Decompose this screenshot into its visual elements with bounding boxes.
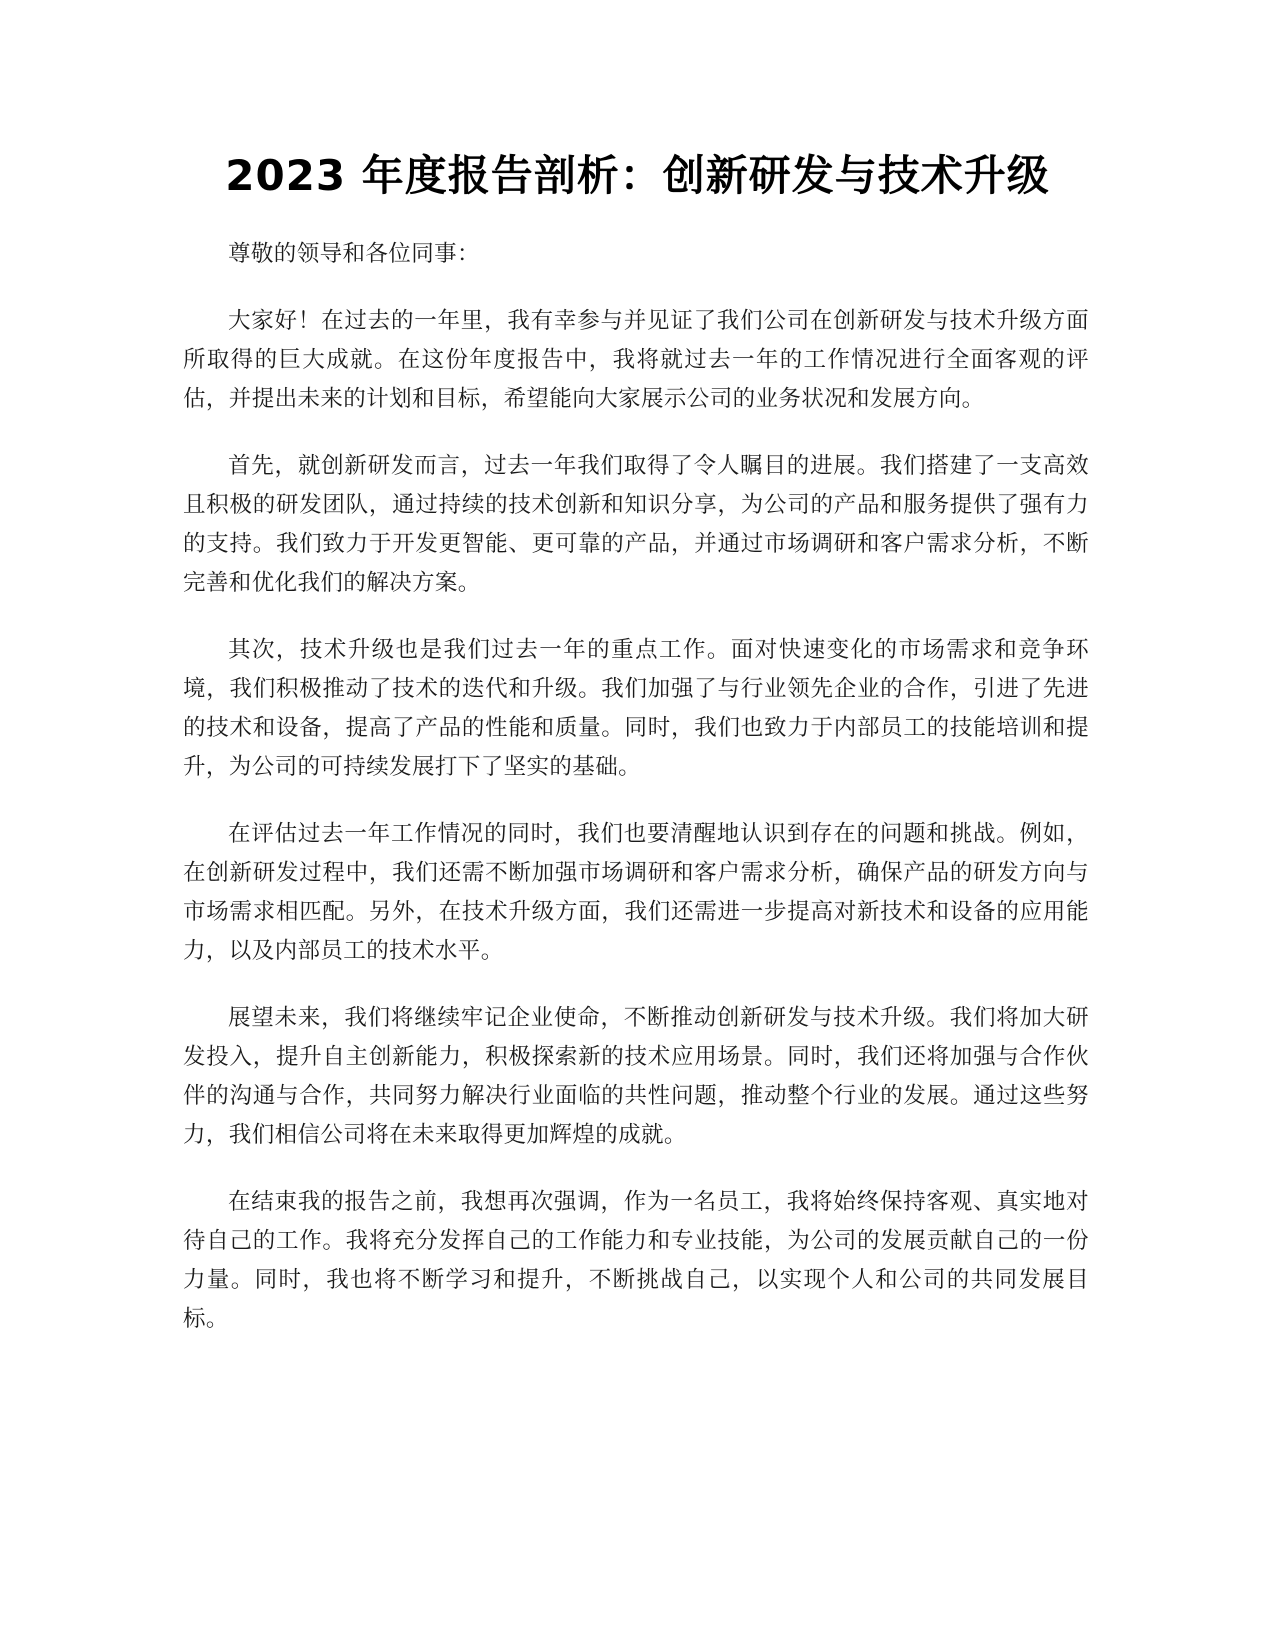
document-body [183, 235, 1089, 1367]
paragraph-closing: 在结束我的报告之前，我想再次强调，作为一名员工，我将始终保持客观、真实地对待自己的工作。我将充分发挥自己的工作能力和专业技能，为公司的发展贡献自己的一份力量。同时，我也将不断学习和提升，不断挑战自己，以实现个人和公司的共同发展目标。 [183, 1189, 1089, 1332]
document-title: 2023 年度报告剖析：创新研发与技术升级 [225, 151, 1050, 200]
paragraph-tech-upgrade: 其次，技术升级也是我们过去一年的重点工作。面对快速变化的市场需求和竞争环境，我们积极推动了技术的迭代和升级。我们加强了与行业领先企业的合作，引进了先进的技术和设备，提高了产品的性能和质量。同时，我们也致力于内部员工的技能培训和提升，为公司的可持续发展打下了坚实的基础。 [183, 637, 1089, 780]
paragraph-innovation: 首先，就创新研发而言，过去一年我们取得了令人瞩目的进展。我们搭建了一支高效且积极的研发团队，通过持续的技术创新和知识分享，为公司的产品和服务提供了强有力的支持。我们致力于开发更智能、更可靠的产品，并通过市场调研和客户需求分析，不断完善和优化我们的解决方案。 [183, 453, 1089, 596]
paragraph-intro: 大家好！在过去的一年里，我有幸参与并见证了我们公司在创新研发与技术升级方面所取得的巨大成就。在这份年度报告中，我将就过去一年的工作情况进行全面客观的评估，并提出未来的计划和目标，希望能向大家展示公司的业务状况和发展方向。 [183, 308, 1089, 412]
paragraph-outlook: 展望未来，我们将继续牢记企业使命，不断推动创新研发与技术升级。我们将加大研发投入，提升自主创新能力，积极探索新的技术应用场景。同时，我们还将加强与合作伙伴的沟通与合作，共同努力解决行业面临的共性问题，推动整个行业的发展。通过这些努力，我们相信公司将在未来取得更加辉煌的成就。 [183, 1005, 1089, 1148]
paragraph-challenges: 在评估过去一年工作情况的同时，我们也要清醒地认识到存在的问题和挑战。例如，在创新研发过程中，我们还需不断加强市场调研和客户需求分析，确保产品的研发方向与市场需求相匹配。另外，在技术升级方面，我们还需进一步提高对新技术和设备的应用能力，以及内部员工的技术水平。 [183, 821, 1089, 964]
greeting-line: 尊敬的领导和各位同事： [228, 241, 480, 267]
